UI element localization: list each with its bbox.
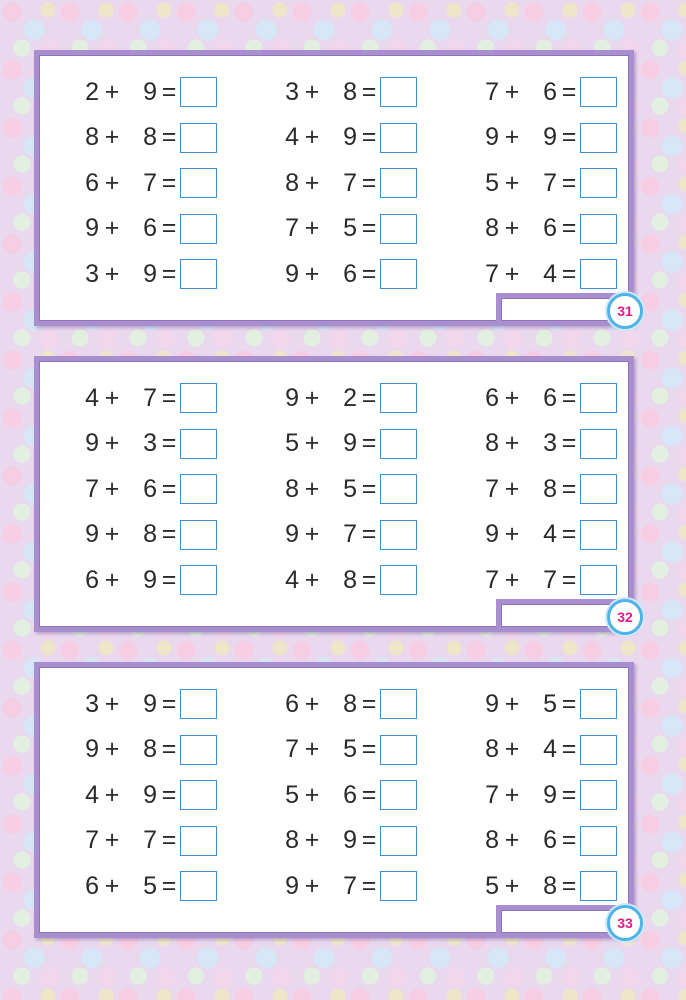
answer-box[interactable] — [180, 77, 217, 107]
first-addend: 9 — [85, 429, 99, 457]
second-addend: 9 — [143, 780, 157, 809]
addition-problem — [277, 381, 477, 415]
second-addend: 9 — [343, 123, 357, 151]
first-addend: 8 — [485, 214, 499, 242]
first-addend: 6 — [85, 871, 99, 900]
answer-box[interactable] — [380, 689, 417, 719]
addition-problem — [277, 257, 477, 291]
plus-sign: + — [304, 429, 320, 457]
answer-box[interactable] — [580, 259, 617, 289]
answer-box[interactable] — [180, 735, 217, 765]
first-addend: 3 — [85, 259, 99, 288]
second-addend: 8 — [143, 735, 157, 763]
equals-sign: = — [161, 429, 177, 457]
first-addend: 4 — [85, 780, 99, 809]
first-addend: 4 — [85, 383, 99, 412]
equals-sign: = — [161, 123, 177, 151]
second-addend: 6 — [543, 214, 557, 242]
plus-sign: + — [504, 123, 520, 151]
worksheet-32 — [34, 356, 634, 632]
first-addend: 8 — [485, 826, 499, 854]
second-addend: 5 — [543, 689, 557, 718]
answer-box[interactable] — [380, 474, 417, 504]
addition-problem — [277, 869, 477, 903]
addition-problem — [277, 427, 477, 461]
answer-box[interactable] — [380, 77, 417, 107]
addition-problem — [477, 687, 617, 721]
plus-sign: + — [504, 168, 520, 197]
first-addend: 5 — [485, 871, 499, 900]
first-addend: 8 — [485, 429, 499, 457]
first-addend: 9 — [285, 871, 299, 900]
equals-sign: = — [361, 214, 377, 242]
addition-problem — [77, 824, 277, 858]
first-addend: 7 — [85, 826, 99, 854]
first-addend: 4 — [285, 565, 299, 594]
page-number-badge: 33 — [607, 905, 643, 941]
answer-box[interactable] — [580, 689, 617, 719]
equals-sign: = — [361, 780, 377, 809]
second-addend: 7 — [343, 168, 357, 197]
worksheet-31 — [34, 50, 634, 326]
equals-sign: = — [361, 689, 377, 718]
equals-sign: = — [361, 123, 377, 151]
addition-problem — [477, 166, 617, 200]
plus-sign: + — [504, 735, 520, 763]
answer-box[interactable] — [580, 123, 617, 153]
first-addend: 9 — [285, 520, 299, 548]
answer-box[interactable] — [380, 565, 417, 595]
answer-box[interactable] — [580, 77, 617, 107]
first-addend: 9 — [85, 735, 99, 763]
answer-box[interactable] — [180, 780, 217, 810]
problem-grid — [77, 75, 617, 303]
plus-sign: + — [304, 689, 320, 718]
equals-sign: = — [361, 429, 377, 457]
first-addend: 8 — [285, 168, 299, 197]
addition-problem — [77, 427, 277, 461]
plus-sign: + — [104, 735, 120, 763]
equals-sign: = — [561, 259, 577, 288]
answer-box[interactable] — [580, 429, 617, 459]
second-addend: 7 — [143, 383, 157, 412]
answer-box[interactable] — [380, 871, 417, 901]
equals-sign: = — [561, 214, 577, 242]
first-addend: 7 — [485, 474, 499, 503]
plus-sign: + — [104, 780, 120, 809]
answer-box[interactable] — [380, 214, 417, 244]
answer-box[interactable] — [580, 474, 617, 504]
answer-box[interactable] — [380, 520, 417, 550]
equals-sign: = — [361, 259, 377, 288]
addition-problem — [477, 778, 617, 812]
answer-box[interactable] — [180, 123, 217, 153]
equals-sign: = — [161, 565, 177, 594]
plus-sign: + — [504, 429, 520, 457]
second-addend: 6 — [543, 77, 557, 106]
second-addend: 6 — [343, 259, 357, 288]
addition-problem — [77, 381, 277, 415]
answer-box[interactable] — [580, 871, 617, 901]
second-addend: 9 — [343, 429, 357, 457]
first-addend: 9 — [485, 123, 499, 151]
addition-problem — [77, 75, 277, 109]
equals-sign: = — [561, 383, 577, 412]
answer-box[interactable] — [180, 520, 217, 550]
addition-problem — [477, 427, 617, 461]
answer-box[interactable] — [180, 168, 217, 198]
answer-box[interactable] — [580, 780, 617, 810]
first-addend: 6 — [285, 689, 299, 718]
plus-sign: + — [104, 383, 120, 412]
first-addend: 6 — [485, 383, 499, 412]
second-addend: 5 — [143, 871, 157, 900]
second-addend: 8 — [543, 871, 557, 900]
plus-sign: + — [504, 826, 520, 854]
addition-problem — [477, 733, 617, 767]
addition-problem — [277, 824, 477, 858]
first-addend: 8 — [85, 123, 99, 151]
equals-sign: = — [361, 168, 377, 197]
addition-problem — [277, 166, 477, 200]
answer-box[interactable] — [380, 780, 417, 810]
second-addend: 7 — [143, 168, 157, 197]
addition-problem — [277, 472, 477, 506]
plus-sign: + — [104, 520, 120, 548]
equals-sign: = — [161, 214, 177, 242]
plus-sign: + — [504, 780, 520, 809]
second-addend: 2 — [343, 383, 357, 412]
plus-sign: + — [304, 474, 320, 503]
equals-sign: = — [161, 735, 177, 763]
plus-sign: + — [504, 474, 520, 503]
addition-problem — [477, 869, 617, 903]
equals-sign: = — [561, 689, 577, 718]
answer-box[interactable] — [380, 168, 417, 198]
plus-sign: + — [504, 383, 520, 412]
plus-sign: + — [304, 214, 320, 242]
first-addend: 9 — [85, 214, 99, 242]
addition-problem — [77, 472, 277, 506]
plus-sign: + — [104, 826, 120, 854]
addition-problem — [477, 381, 617, 415]
addition-problem — [477, 212, 617, 246]
first-addend: 9 — [285, 383, 299, 412]
addition-problem — [77, 733, 277, 767]
second-addend: 6 — [543, 826, 557, 854]
answer-box[interactable] — [580, 383, 617, 413]
equals-sign: = — [561, 77, 577, 106]
plus-sign: + — [504, 214, 520, 242]
equals-sign: = — [361, 77, 377, 106]
equals-sign: = — [561, 520, 577, 548]
answer-box[interactable] — [180, 871, 217, 901]
equals-sign: = — [161, 383, 177, 412]
second-addend: 9 — [143, 565, 157, 594]
answer-box[interactable] — [380, 383, 417, 413]
second-addend: 4 — [543, 259, 557, 288]
name-label-strip — [496, 293, 634, 326]
worksheet-33 — [34, 662, 634, 938]
plus-sign: + — [304, 735, 320, 763]
plus-sign: + — [304, 77, 320, 106]
plus-sign: + — [304, 565, 320, 594]
second-addend: 9 — [143, 259, 157, 288]
answer-box[interactable] — [580, 214, 617, 244]
first-addend: 8 — [485, 735, 499, 763]
second-addend: 6 — [343, 780, 357, 809]
equals-sign: = — [561, 826, 577, 854]
addition-problem — [77, 687, 277, 721]
addition-problem — [77, 869, 277, 903]
plus-sign: + — [104, 123, 120, 151]
second-addend: 8 — [543, 474, 557, 503]
answer-box[interactable] — [580, 168, 617, 198]
second-addend: 4 — [543, 520, 557, 548]
equals-sign: = — [361, 735, 377, 763]
plus-sign: + — [104, 474, 120, 503]
second-addend: 4 — [543, 735, 557, 763]
addition-problem — [477, 257, 617, 291]
second-addend: 7 — [543, 565, 557, 594]
addition-problem — [477, 824, 617, 858]
first-addend: 7 — [485, 259, 499, 288]
addition-problem — [477, 472, 617, 506]
addition-problem — [277, 212, 477, 246]
plus-sign: + — [504, 259, 520, 288]
second-addend: 9 — [143, 689, 157, 718]
second-addend: 8 — [343, 77, 357, 106]
answer-box[interactable] — [180, 826, 217, 856]
addition-problem — [477, 563, 617, 597]
first-addend: 9 — [485, 689, 499, 718]
first-addend: 6 — [85, 565, 99, 594]
plus-sign: + — [304, 168, 320, 197]
second-addend: 8 — [143, 123, 157, 151]
answer-box[interactable] — [180, 259, 217, 289]
equals-sign: = — [561, 735, 577, 763]
addition-problem — [77, 166, 277, 200]
equals-sign: = — [361, 383, 377, 412]
second-addend: 7 — [543, 168, 557, 197]
plus-sign: + — [504, 77, 520, 106]
first-addend: 7 — [285, 214, 299, 242]
addition-problem — [77, 121, 277, 155]
answer-box[interactable] — [580, 520, 617, 550]
answer-box[interactable] — [580, 565, 617, 595]
answer-box[interactable] — [180, 214, 217, 244]
second-addend: 9 — [543, 123, 557, 151]
plus-sign: + — [504, 520, 520, 548]
addition-problem — [277, 121, 477, 155]
equals-sign: = — [561, 429, 577, 457]
name-label-strip — [496, 905, 634, 938]
first-addend: 5 — [285, 780, 299, 809]
first-addend: 6 — [85, 168, 99, 197]
first-addend: 3 — [285, 77, 299, 106]
addition-problem — [477, 121, 617, 155]
plus-sign: + — [104, 77, 120, 106]
first-addend: 5 — [285, 429, 299, 457]
addition-problem — [477, 75, 617, 109]
answer-box[interactable] — [180, 383, 217, 413]
answer-box[interactable] — [380, 735, 417, 765]
page-number-badge: 31 — [607, 293, 643, 329]
plus-sign: + — [304, 383, 320, 412]
second-addend: 3 — [543, 429, 557, 457]
plus-sign: + — [304, 826, 320, 854]
second-addend: 8 — [343, 565, 357, 594]
equals-sign: = — [361, 474, 377, 503]
equals-sign: = — [361, 565, 377, 594]
second-addend: 8 — [343, 689, 357, 718]
second-addend: 9 — [143, 77, 157, 106]
equals-sign: = — [561, 474, 577, 503]
answer-box[interactable] — [180, 474, 217, 504]
answer-box[interactable] — [380, 259, 417, 289]
addition-problem — [477, 518, 617, 552]
plus-sign: + — [104, 429, 120, 457]
second-addend: 6 — [143, 474, 157, 503]
first-addend: 4 — [285, 123, 299, 151]
first-addend: 9 — [85, 520, 99, 548]
plus-sign: + — [304, 780, 320, 809]
first-addend: 5 — [485, 168, 499, 197]
answer-box[interactable] — [580, 735, 617, 765]
second-addend: 5 — [343, 735, 357, 763]
plus-sign: + — [304, 871, 320, 900]
second-addend: 7 — [343, 871, 357, 900]
plus-sign: + — [504, 871, 520, 900]
answer-box[interactable] — [380, 429, 417, 459]
equals-sign: = — [161, 474, 177, 503]
second-addend: 8 — [143, 520, 157, 548]
equals-sign: = — [161, 77, 177, 106]
problem-grid — [77, 687, 617, 915]
first-addend: 2 — [85, 77, 99, 106]
equals-sign: = — [561, 565, 577, 594]
addition-problem — [77, 257, 277, 291]
first-addend: 9 — [485, 520, 499, 548]
answer-box[interactable] — [580, 826, 617, 856]
equals-sign: = — [161, 780, 177, 809]
plus-sign: + — [504, 689, 520, 718]
plus-sign: + — [304, 123, 320, 151]
plus-sign: + — [104, 689, 120, 718]
second-addend: 7 — [143, 826, 157, 854]
second-addend: 6 — [543, 383, 557, 412]
second-addend: 5 — [343, 474, 357, 503]
first-addend: 7 — [485, 780, 499, 809]
first-addend: 7 — [485, 77, 499, 106]
plus-sign: + — [104, 871, 120, 900]
addition-problem — [77, 778, 277, 812]
answer-box[interactable] — [380, 826, 417, 856]
equals-sign: = — [161, 168, 177, 197]
second-addend: 3 — [143, 429, 157, 457]
name-label-strip — [496, 599, 634, 632]
first-addend: 9 — [285, 259, 299, 288]
equals-sign: = — [161, 826, 177, 854]
second-addend: 6 — [143, 214, 157, 242]
equals-sign: = — [161, 520, 177, 548]
equals-sign: = — [561, 780, 577, 809]
equals-sign: = — [161, 259, 177, 288]
second-addend: 9 — [343, 826, 357, 854]
equals-sign: = — [361, 871, 377, 900]
first-addend: 7 — [285, 735, 299, 763]
plus-sign: + — [504, 565, 520, 594]
plus-sign: + — [104, 565, 120, 594]
answer-box[interactable] — [180, 565, 217, 595]
first-addend: 3 — [85, 689, 99, 718]
second-addend: 7 — [343, 520, 357, 548]
addition-problem — [77, 518, 277, 552]
plus-sign: + — [304, 520, 320, 548]
plus-sign: + — [104, 259, 120, 288]
equals-sign: = — [161, 689, 177, 718]
equals-sign: = — [361, 826, 377, 854]
first-addend: 7 — [85, 474, 99, 503]
equals-sign: = — [561, 123, 577, 151]
first-addend: 7 — [485, 565, 499, 594]
addition-problem — [277, 733, 477, 767]
first-addend: 8 — [285, 474, 299, 503]
equals-sign: = — [561, 871, 577, 900]
equals-sign: = — [561, 168, 577, 197]
equals-sign: = — [161, 871, 177, 900]
problem-grid — [77, 381, 617, 609]
addition-problem — [277, 563, 477, 597]
page-number-badge: 32 — [607, 599, 643, 635]
addition-problem — [277, 687, 477, 721]
answer-box[interactable] — [180, 689, 217, 719]
addition-problem — [77, 563, 277, 597]
first-addend: 8 — [285, 826, 299, 854]
addition-problem — [77, 212, 277, 246]
addition-problem — [277, 778, 477, 812]
plus-sign: + — [104, 168, 120, 197]
second-addend: 9 — [543, 780, 557, 809]
second-addend: 5 — [343, 214, 357, 242]
plus-sign: + — [304, 259, 320, 288]
addition-problem — [277, 518, 477, 552]
answer-box[interactable] — [380, 123, 417, 153]
equals-sign: = — [361, 520, 377, 548]
addition-problem — [277, 75, 477, 109]
answer-box[interactable] — [180, 429, 217, 459]
plus-sign: + — [104, 214, 120, 242]
